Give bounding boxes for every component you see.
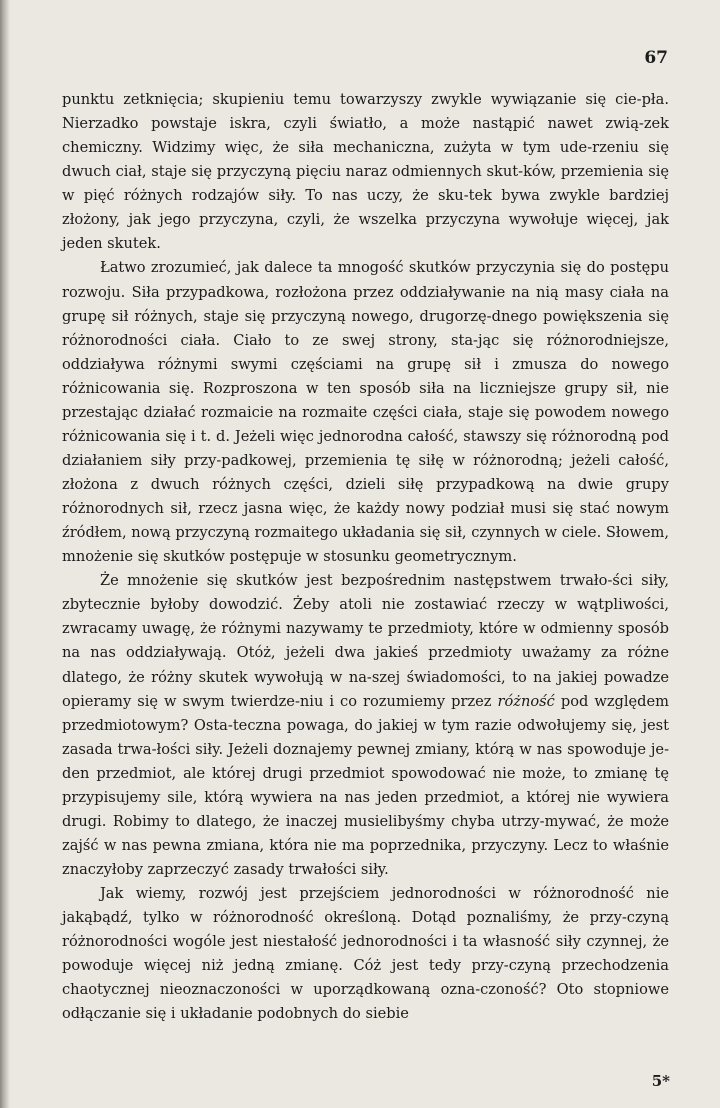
body-text	[62, 88, 669, 1026]
paragraph-4: Jak wiemy, rozwój jest przejściem jednorodności w różnorodność nie jakąbądź, tylko w różnorodność określoną. Dotąd poznaliśmy, że przy-czyną różnorodności wogóle jest niestałość jednorodności i ta własność siły czynnej, że powoduje więcej niż jedną zmianę. Cóż jest tedy przy-czyną przechodzenia chaotycznej nieoznaczoności w uporządkowaną ozna-czoność? Oto stopniowe odłączanie się i układanie podobnych do siebie	[62, 885, 669, 1023]
emphasis-roznosc: różność	[497, 692, 555, 710]
paragraph-3	[62, 569, 669, 882]
paragraph-2: Łatwo zrozumieć, jak dalece ta mnogość skutków przyczynia się do postępu rozwoju. Siła przypadkowa, rozłożona przez oddziaływanie na nią masy ciała na grupę sił różnych, staje się przyczyną nowego, drugorzę-dnego powiększenia się różnorodności ciała. Ciało to ze swej strony, sta-jąc się różnorodniejsze, oddziaływa różnymi swymi częściami na grupę sił i zmusza do nowego różnicowania się. Rozproszona w ten sposób siła na liczniejsze grupy sił, nie przestając działać rozmaicie na rozmaite części ciała, staje się powodem nowego różnicowania się i t. d. Jeżeli więc jednorodna całość, stawszy się różnorodną pod działaniem siły przy-padkowej, przemienia tę siłę w różnorodną; jeżeli całość, złożona z dwuch różnych części, dzieli siłę przypadkową na dwie grupy różnorodnych sił, rzecz jasna więc, że każdy nowy podział musi się stać nowym źródłem, nową przyczyną rozmaitego układania się sił, czynnych w ciele. Słowem, mnożenie się skutków postępuje w stosunku geometrycznym.	[62, 259, 669, 566]
paragraph-3-text-before: Że mnożenie się skutków jest bezpośrednim następstwem trwało-ści siły, zbytecznie byłoby dowodzić. Żeby atoli nie zostawiać rzeczy w wątpliwości, zwracamy uwagę, że różnymi nazywamy te przedmioty, które w odmienny sposób na nas oddziaływają. Otóż, jeżeli dwa jakieś przedmioty uważamy za różne dlatego, że różny skutek wywołują w na-szej świadomości, to na jakiej powadze opieramy się w swym twierdze-niu i co rozumiemy przez	[62, 572, 669, 710]
page-spine-shadow	[0, 0, 10, 1108]
signature-mark: 5*	[651, 1072, 670, 1090]
paragraph-3-text-after: pod względem przedmiotowym? Osta-teczna powaga, do jakiej w tym razie odwołujemy się, jest zasada trwa-łości siły. Jeżeli doznajemy pewnej zmiany, którą w nas spowoduje je-den przedmiot, ale której drugi przedmiot spowodować nie może, to zmianę tę przypisujemy sile, którą wywiera na nas jeden przedmiot, a której nie wywiera drugi. Robimy to dlatego, że inaczej musielibyśmy chyba utrzy-mywać, że może zajść w nas pewna zmiana, która nie ma poprzednika, przyczyny. Lecz to właśnie znaczyłoby zaprzeczyć zasady trwałości siły.	[62, 692, 669, 878]
paragraph-1: punktu zetknięcia; skupieniu temu towarzyszy zwykle wywiązanie się cie-pła. Nierzadko powstaje iskra, czyli światło, a może nastąpić nawet zwią-zek chemiczny. Widzimy więc, że siła mechaniczna, zużyta w tym ude-rzeniu się dwuch ciał, staje się przyczyną pięciu naraz odmiennych skut-ków, przemienia się w pięć różnych rodzajów siły. To nas uczy, że sku-tek bywa zwykle bardziej złożony, jak jego przyczyna, czyli, że wszelka przyczyna wywołuje więcej, jak jeden skutek.	[62, 91, 669, 253]
page-number: 67	[644, 48, 668, 68]
